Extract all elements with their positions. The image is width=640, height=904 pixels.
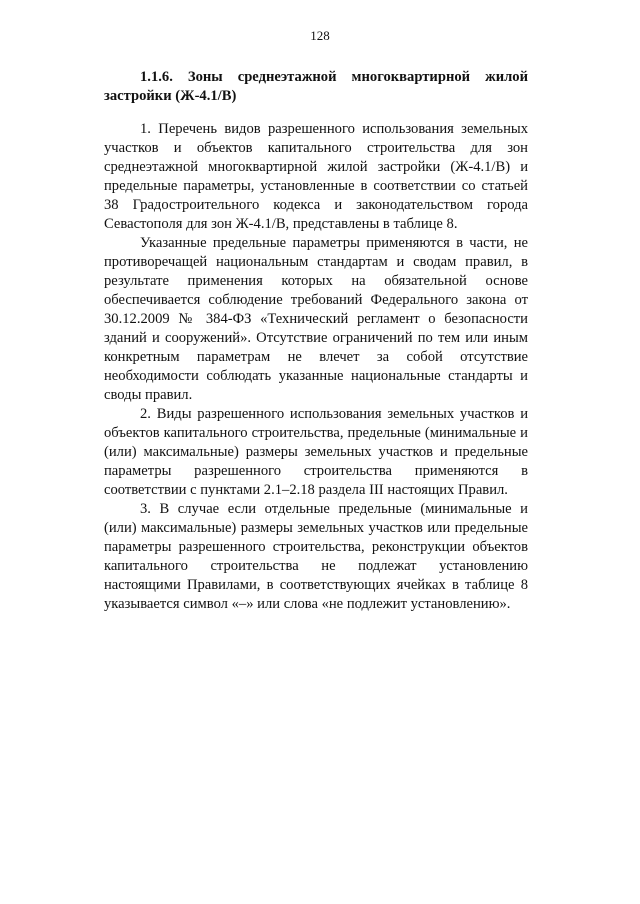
paragraph-4: 3. В случае если отдельные предельные (минимальные и (или) максимальные) размеры земельных участков или предельные параметры разрешенного строительства, реконструкции объектов капитального строительства не подлежат установлению настоящими Правилами, в соответствующих ячейках в таблице 8 указывается символ «–» или слова «не подлежит установлению». xyxy=(104,501,528,612)
section-heading: 1.1.6. Зоны среднеэтажной многоквартирной жилой застройки (Ж-4.1/В) xyxy=(104,69,528,104)
body-text xyxy=(104,120,528,614)
page-number: 128 xyxy=(310,28,330,43)
paragraph-3: 2. Виды разрешенного использования земельных участков и объектов капитального строительства, предельные (минимальные и (или) максимальные) размеры земельных участков и предельные параметры разрешенного строительства применяются в соответствии с пунктами 2.1–2.18 раздела III настоящих Правил. xyxy=(104,406,528,498)
paragraph-1: 1. Перечень видов разрешенного использования земельных участков и объектов капитального строительства для зон среднеэтажной многоквартирной жилой застройки (Ж-4.1/В) и предельные параметры, установленные в соответствии со статьей 38 Градостроительного кодекса и законодательством города Севастополя для зон Ж-4.1/В, представлены в таблице 8. xyxy=(104,121,528,232)
paragraph-2: Указанные предельные параметры применяются в части, не противоречащей национальным стандартам и сводам правил, в результате применения которых на обязательной основе обеспечивается соблюдение требований Федерального закона от 30.12.2009 № 384-ФЗ «Технический регламент о безопасности зданий и сооружений». Отсутствие ограничений по тем или иным конкретным параметрам не влечет за собой отсутствие необходимости соблюдать указанные национальные стандарты и своды правил. xyxy=(104,235,528,403)
